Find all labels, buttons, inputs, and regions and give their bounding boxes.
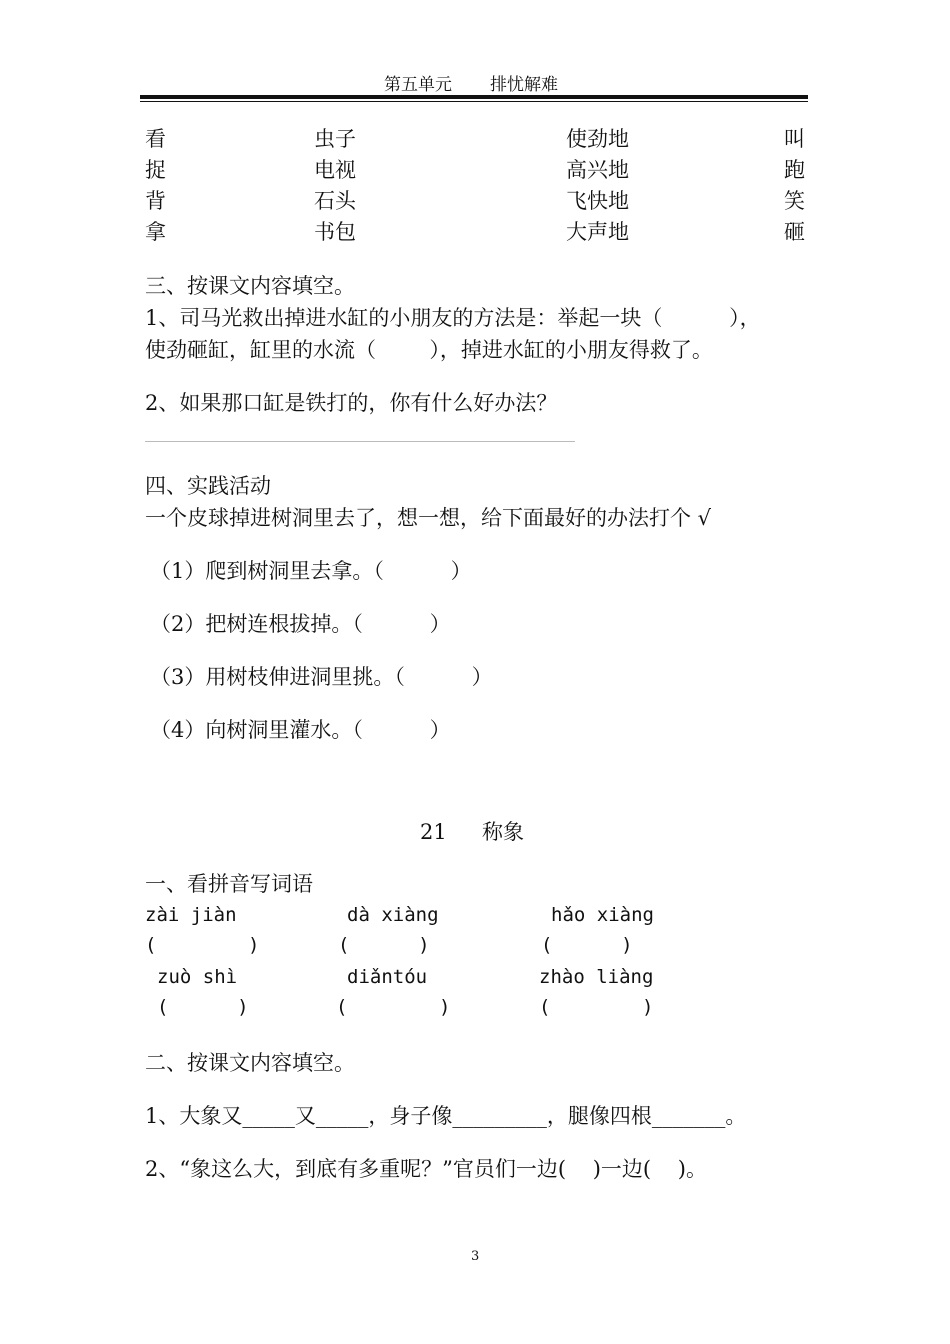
section-heading: 四、实践活动 — [145, 474, 271, 498]
match-action: 笑 — [784, 189, 805, 213]
question-text: 1、司马光救出掉进水缸的小朋友的方法是：举起一块（ ）， — [145, 306, 761, 330]
option-item: （1）爬到树洞里去拿。（ ） — [150, 559, 472, 583]
answer-blank: ( ) — [541, 934, 633, 956]
page-number: 3 — [471, 1249, 480, 1264]
answer-blank: ( ) — [338, 934, 430, 956]
activity-intro: 一个皮球掉进树洞里去了，想一想，给下面最好的办法打个 √ — [145, 506, 712, 530]
match-noun: 电视 — [314, 158, 356, 182]
match-verb: 看 — [145, 127, 166, 151]
option-item: （3）用树枝伸进洞里挑。（ ） — [150, 665, 493, 689]
option-item: （2）把树连根拔掉。（ ） — [150, 612, 451, 636]
match-noun: 书包 — [314, 220, 356, 244]
answer-blank: ( ) — [145, 934, 260, 956]
match-verb: 背 — [145, 189, 166, 213]
answer-blank: ( ) — [539, 996, 654, 1018]
answer-blank: ( ) — [336, 996, 451, 1018]
match-verb: 拿 — [145, 220, 166, 244]
header-rule-thin — [140, 101, 808, 102]
lesson-title: 称象 — [482, 820, 524, 844]
section-heading: 三、按课文内容填空。 — [145, 274, 355, 298]
question-text: 2、如果那口缸是铁打的，你有什么好办法？ — [145, 391, 558, 415]
match-verb: 捉 — [145, 158, 166, 182]
pinyin-word: zhào liàng — [539, 966, 654, 988]
pinyin-word: diǎntóu — [347, 966, 428, 988]
header-unit: 第五单元 — [384, 75, 452, 95]
pinyin-word: hǎo xiàng — [551, 904, 654, 926]
match-adverb: 大声地 — [566, 220, 629, 244]
match-noun: 虫子 — [314, 127, 356, 151]
answer-blank: ( ) — [157, 996, 249, 1018]
match-adverb: 高兴地 — [566, 158, 629, 182]
section-heading: 一、看拼音写词语 — [145, 872, 313, 896]
match-noun: 石头 — [314, 189, 356, 213]
question-text: 1、大象又_____又_____，身子像_________，腿像四根_______。 — [145, 1104, 747, 1128]
pinyin-word: zuò shì — [157, 966, 238, 988]
header-title: 排忧解难 — [490, 75, 558, 95]
answer-line — [145, 441, 575, 442]
question-text: 使劲砸缸，缸里的水流（ ），掉进水缸的小朋友得救了。 — [145, 338, 713, 362]
match-adverb: 飞快地 — [566, 189, 629, 213]
match-action: 跑 — [784, 158, 805, 182]
question-text: 2、“象这么大，到底有多重呢？”官员们一边( )一边( )。 — [145, 1157, 708, 1181]
match-adverb: 使劲地 — [566, 127, 629, 151]
match-action: 砸 — [784, 220, 805, 244]
pinyin-word: zài jiàn — [145, 904, 237, 926]
header-rule — [140, 95, 808, 99]
match-action: 叫 — [784, 127, 805, 151]
pinyin-word: dà xiàng — [347, 904, 439, 926]
section-heading: 二、按课文内容填空。 — [145, 1051, 355, 1075]
lesson-number: 21 — [420, 820, 447, 844]
option-item: （4）向树洞里灌水。（ ） — [150, 718, 451, 742]
